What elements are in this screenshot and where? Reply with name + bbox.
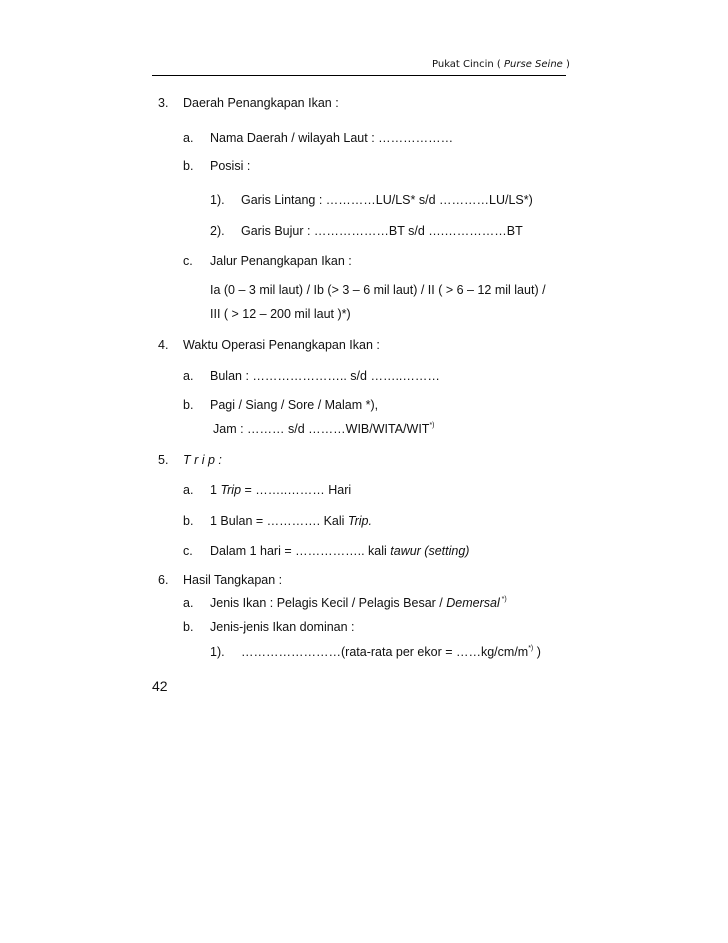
section4-b-jam-text: Jam : ……… s/d ………WIB/WITA/WIT	[213, 422, 430, 436]
section6-a-sup: *)	[499, 596, 507, 603]
section6-b1-sup: *)	[528, 645, 534, 652]
section3-b2-number: 2).	[210, 224, 225, 238]
section5-b-text	[210, 514, 372, 528]
section6-a-italic: Demersal	[446, 596, 500, 610]
section5-b-letter: b.	[183, 514, 194, 528]
section3-c-text: Jalur Penangkapan Ikan :	[210, 254, 352, 268]
section6-b1-text	[241, 645, 541, 659]
section4-a-text: Bulan : ………………….. s/d ……..………	[210, 369, 440, 383]
section6-b1-number: 1).	[210, 645, 225, 659]
section3-b-text: Posisi :	[210, 159, 251, 173]
section6-b1-end: )	[533, 645, 541, 659]
section4-b-letter: b.	[183, 398, 194, 412]
section5-c-italic: tawur (setting)	[390, 544, 470, 558]
section5-b-italic: Trip.	[347, 514, 372, 528]
section4-b-jam-sup: *)	[429, 422, 435, 429]
section5-c-letter: c.	[183, 544, 193, 558]
section6-a-text	[210, 596, 507, 610]
section5-a-letter: a.	[183, 483, 194, 497]
header-suffix: )	[562, 59, 570, 70]
section3-c-line1: Ia (0 – 3 mil laut) / Ib (> 3 – 6 mil laut) / II ( > 6 – 12 mil laut) /	[210, 283, 546, 297]
section3-b-letter: b.	[183, 159, 194, 173]
section5-c-prefix: Dalam 1 hari = …………….. kali	[210, 544, 391, 558]
section4-number: 4.	[158, 338, 169, 352]
section3-a-letter: a.	[183, 131, 194, 145]
section3-title: Daerah Penangkapan Ikan :	[183, 96, 339, 110]
section3-b1-text: Garis Lintang : …………LU/LS* s/d …………LU/LS*)	[241, 193, 533, 207]
running-header	[432, 59, 570, 70]
section6-b-text: Jenis-jenis Ikan dominan :	[210, 620, 355, 634]
section3-c-line2: III ( > 12 – 200 mil laut )*)	[210, 307, 351, 321]
section4-b-jam	[213, 422, 435, 436]
section3-b2-text: Garis Bujur : ………………BT s/d ….……………BT	[241, 224, 523, 238]
section5-title-text: T r i p :	[183, 453, 222, 467]
section6-a-prefix: Jenis Ikan : Pelagis Kecil / Pelagis Besar /	[210, 596, 447, 610]
page-number: 42	[152, 678, 168, 694]
section4-a-letter: a.	[183, 369, 194, 383]
section3-number: 3.	[158, 96, 169, 110]
header-italic: Purse Seine	[504, 59, 563, 70]
header-prefix: Pukat Cincin (	[432, 59, 505, 70]
section6-b-letter: b.	[183, 620, 194, 634]
section6-number: 6.	[158, 573, 169, 587]
section5-a-text	[210, 483, 351, 497]
section6-a-letter: a.	[183, 596, 194, 610]
section5-a-suffix: = ……..……… Hari	[241, 483, 352, 497]
section3-c-letter: c.	[183, 254, 193, 268]
section4-b-text: Pagi / Siang / Sore / Malam *),	[210, 398, 379, 412]
section3-a-text: Nama Daerah / wilayah Laut : ………………	[210, 131, 454, 145]
header-rule	[152, 75, 566, 76]
section5-b-prefix: 1 Bulan = …………. Kali	[210, 514, 348, 528]
section5-a-italic: Trip	[220, 483, 242, 497]
section4-title: Waktu Operasi Penangkapan Ikan :	[183, 338, 380, 352]
section6-b1-main: ……………………(rata-rata per ekor = ……kg/cm/m	[241, 645, 529, 659]
section3-b1-number: 1).	[210, 193, 225, 207]
section5-title	[183, 453, 222, 467]
section5-c-text	[210, 544, 469, 558]
section5-number: 5.	[158, 453, 169, 467]
section5-a-prefix: 1	[210, 483, 221, 497]
section6-title: Hasil Tangkapan :	[183, 573, 283, 587]
